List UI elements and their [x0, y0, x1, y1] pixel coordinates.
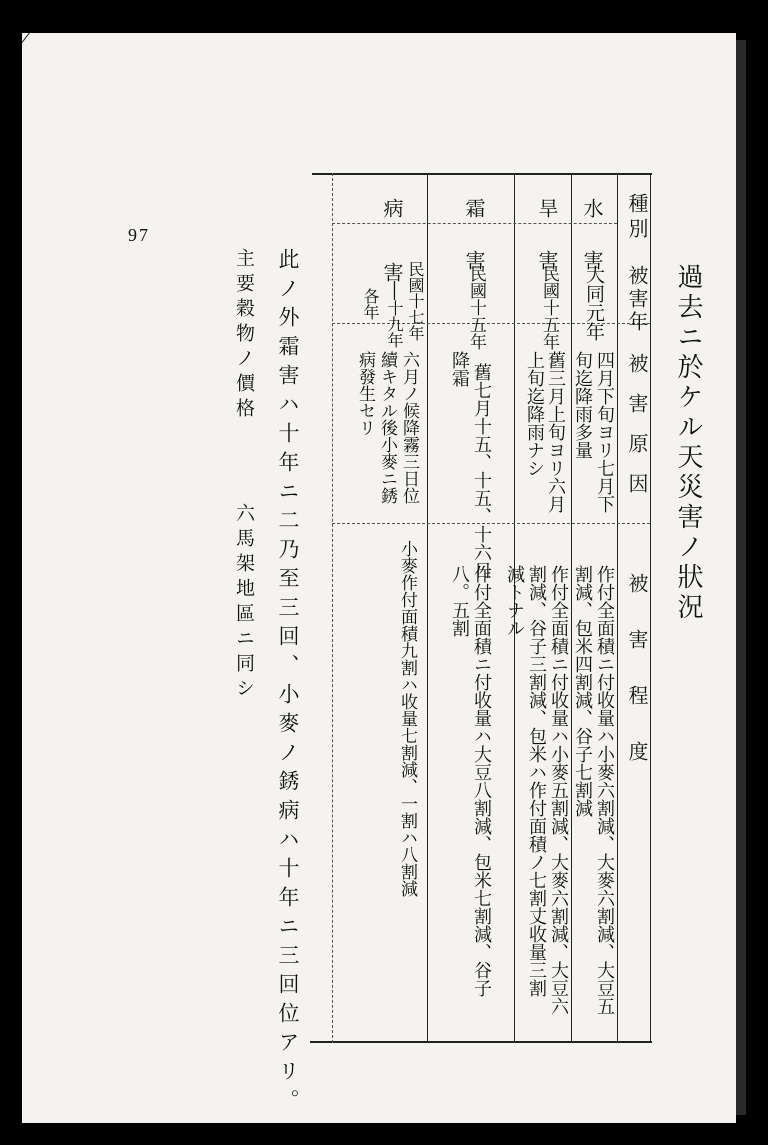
row-degree-line: 小麥作付面積九割ハ收量七割減、一割ハ八割減: [397, 540, 417, 897]
row-cause-line: 六月ノ候降霧三日位: [399, 351, 419, 504]
section-subtext: 六馬架地區ニ同シ: [233, 503, 255, 703]
table-top-rule: [312, 173, 652, 175]
table-right-border: [650, 173, 651, 1043]
corner-fold-line: [22, 33, 30, 135]
note-text: 此ノ外霜害ハ十年ニ二乃至三回、小麥ノ銹病ハ十年ニ三回位アリ。: [276, 248, 300, 1118]
row-cause-line: 病發生セリ: [355, 351, 375, 436]
row-degree-line: 作付全面積ニ付收量ハ小麥六割減、大麥六割減、大豆五: [594, 565, 615, 1015]
row-cause-line: 降霜: [449, 351, 470, 387]
document-page: [22, 33, 736, 1123]
row-degree-line: 作付全面積ニ付收量ハ大豆八割減、包米七割減、谷子: [471, 565, 492, 997]
row-year-line: │十九年: [385, 281, 404, 348]
row-year: 民國十五年: [466, 265, 486, 350]
header-degree: 被 害 程 度: [625, 573, 649, 769]
row-year-line: 各年: [361, 288, 380, 320]
column-divider: [617, 173, 618, 1043]
row-cause-line: 旬迄降雨多量: [572, 351, 593, 459]
header-year: 被害年: [625, 265, 649, 334]
row-cause-line: 舊七月十五、十五、十六日: [471, 363, 492, 579]
header-cause: 被 害 原 因: [625, 353, 649, 493]
table-left-border: [332, 173, 333, 1043]
row-degree-line: 割減、谷子三割減、包米ハ作付面積ノ七割丈收量三割: [526, 565, 547, 997]
row-degree-line: 割減、包米四割減、谷子七割減: [572, 565, 593, 817]
row-kind: 水 害: [580, 198, 604, 276]
book-spine: [736, 40, 746, 1115]
row-cause-line: 上旬迄降雨ナシ: [524, 351, 545, 477]
column-divider: [427, 173, 428, 1043]
row-year: 民國十五年: [539, 265, 559, 350]
row-cause-line: 四月下旬ヨリ七月下: [594, 351, 615, 513]
row-kind: 旱 害: [535, 198, 559, 276]
row-degree-line: 減トナル: [504, 565, 525, 637]
row-year-line: 民國十七年: [406, 261, 425, 341]
header-kind: 種別: [625, 193, 649, 243]
row-degree-line: 八。五割: [449, 565, 470, 637]
document-title: 過去ニ於ケル天災害ノ狀況: [673, 263, 703, 623]
row-year: 大同元年: [583, 265, 605, 341]
row-cause-line: 舊三月上旬ヨリ六月: [545, 351, 566, 513]
section-heading: 主要穀物ノ價格: [233, 248, 255, 423]
row-kind: 霜 害: [462, 198, 486, 276]
row-degree-line: 作付全面積ニ付收量ハ小麥五割減、大麥六割減、大豆六: [548, 565, 569, 1015]
table-bottom-rule: [310, 1041, 652, 1043]
page-number: 97: [128, 225, 150, 245]
row-cause-line: 續キタル後小麥ニ銹: [377, 351, 397, 504]
row-kind: 病 害: [380, 198, 404, 294]
